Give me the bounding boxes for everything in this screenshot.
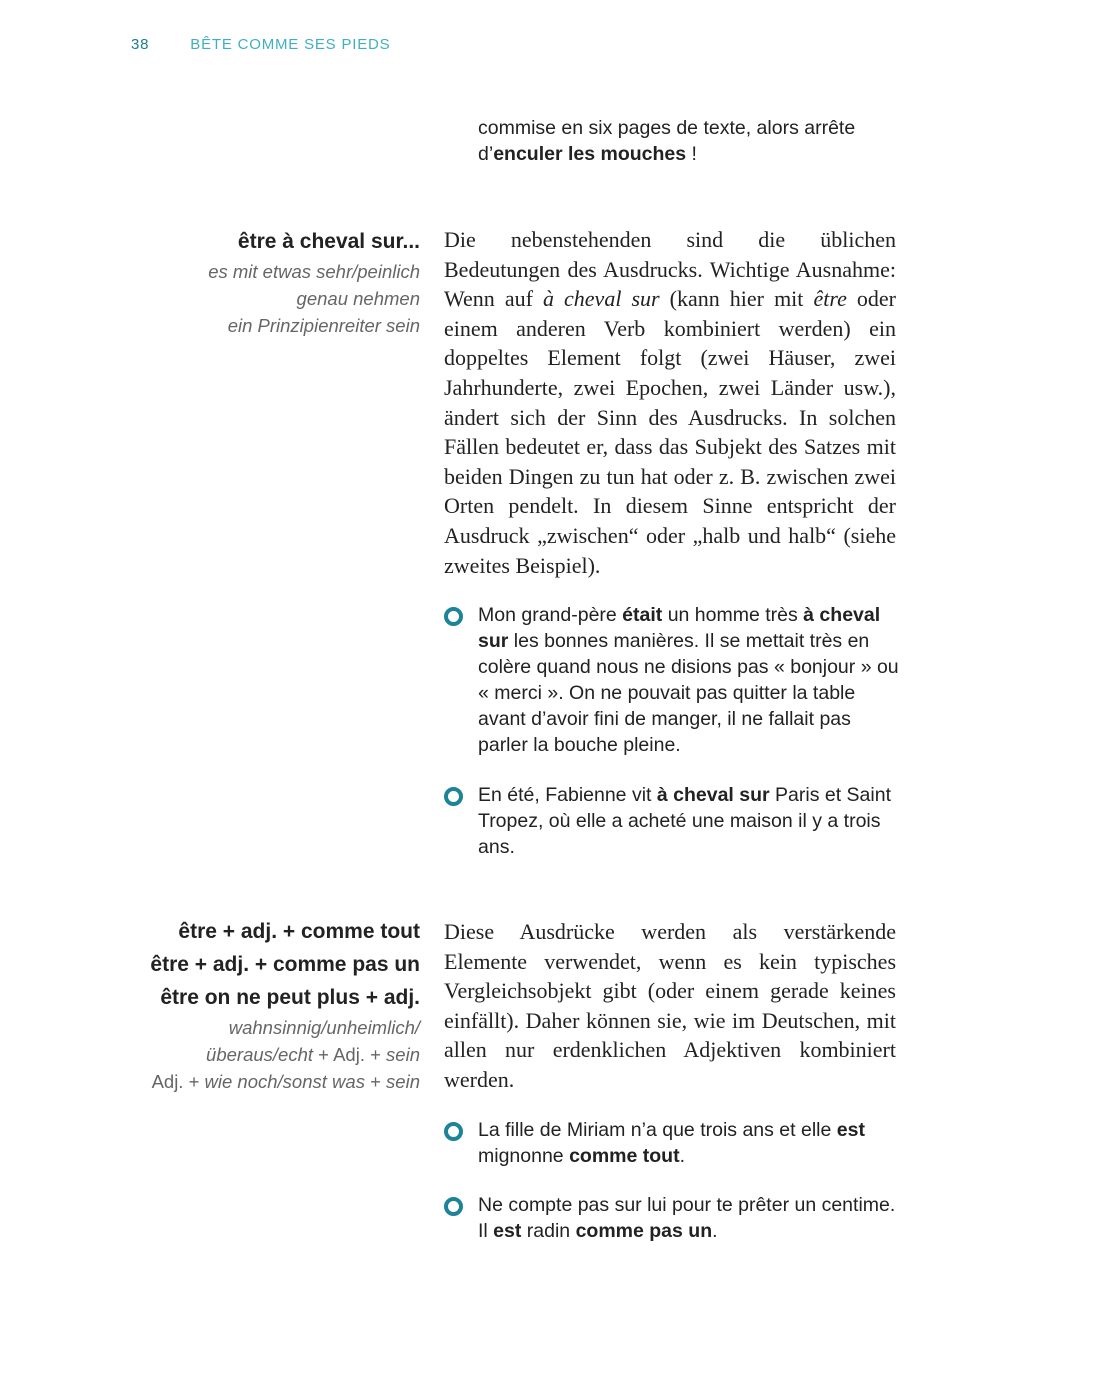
entry-meaning: es mit etwas sehr/peinlich: [208, 261, 420, 282]
example-item: Mon grand-père était un homme très à cheval sur les bonnes manières. Il se mettait très en colère quand nous ne disions pas « bonjour » ou « merci ». On ne pouvait pas quitter la table avant d’avoir fini de manger, il ne fallait pas parler la bouche pleine.: [444, 602, 899, 758]
example-item: La fille de Miriam n’a que trois ans et elle est mignonne comme tout.: [444, 1117, 899, 1169]
entry-headword-block: [100, 225, 420, 339]
entry-meaning: überaus/echt + Adj. + sein: [206, 1044, 420, 1065]
page-number: 38: [131, 36, 150, 53]
entry-title: être + adj. + comme tout: [178, 920, 420, 943]
continued-example: commise en six pages de texte, alors arrête d’enculer les mouches !: [478, 117, 856, 165]
bold-phrase: enculer les mouches: [493, 143, 687, 165]
running-header: [131, 36, 390, 53]
entry-headword-block: [100, 915, 420, 1095]
bullet-ring-icon: [444, 1122, 463, 1141]
running-title: BÊTE COMME SES PIEDS: [190, 36, 391, 53]
entry-title: être à cheval sur...: [237, 230, 420, 253]
entry-meaning: genau nehmen: [296, 288, 420, 309]
bullet-ring-icon: [444, 607, 463, 626]
entry-explanation: Diese Ausdrücke werden als verstärkende Elemente verwendet, wenn es kein typisches Vergleichsobjekt gibt (oder einem gerade keines einfällt). Daher können sie, wie im Deutschen, mit allen nur erdenklichen Adjektiven kombiniert werden.: [444, 919, 896, 1092]
entry-meaning: Adj. + wie noch/sonst was + sein: [151, 1071, 420, 1092]
example-item: Ne compte pas sur lui pour te prêter un centime. Il est radin comme pas un.: [444, 1192, 899, 1244]
entry-meaning: wahnsinnig/unheimlich/: [228, 1017, 420, 1038]
bullet-ring-icon: [444, 787, 463, 806]
entry-meaning: ein Prinzipienreiter sein: [227, 315, 420, 336]
bullet-ring-icon: [444, 1197, 463, 1216]
entry-title: être + adj. + comme pas un: [150, 953, 420, 976]
entry-title: être on ne peut plus + adj.: [160, 986, 420, 1009]
example-item: En été, Fabienne vit à cheval sur Paris et Saint Tropez, où elle a acheté une maison il y a trois ans.: [444, 782, 899, 860]
entry-explanation: Die nebenstehenden sind die üblichen Bedeutungen des Ausdrucks. Wichtige Ausnahme: Wenn auf à cheval sur (kann hier mit être oder einem anderen Verb kombiniert werden) ein doppeltes Element folgt (zwei Häuser, zwei Jahrhunderte, zwei Epochen, zwei Länder usw.), ändert sich der Sinn des Ausdrucks. In solchen Fällen bedeutet er, dass das Subjekt des Satzes mit beiden Dingen zu tun hat oder z. B. zwischen zwei Orten pendelt. In diesem Sinne entspricht der Ausdruck „zwischen“ oder „halb und halb“ (siehe zweites Beispiel).: [444, 227, 897, 578]
